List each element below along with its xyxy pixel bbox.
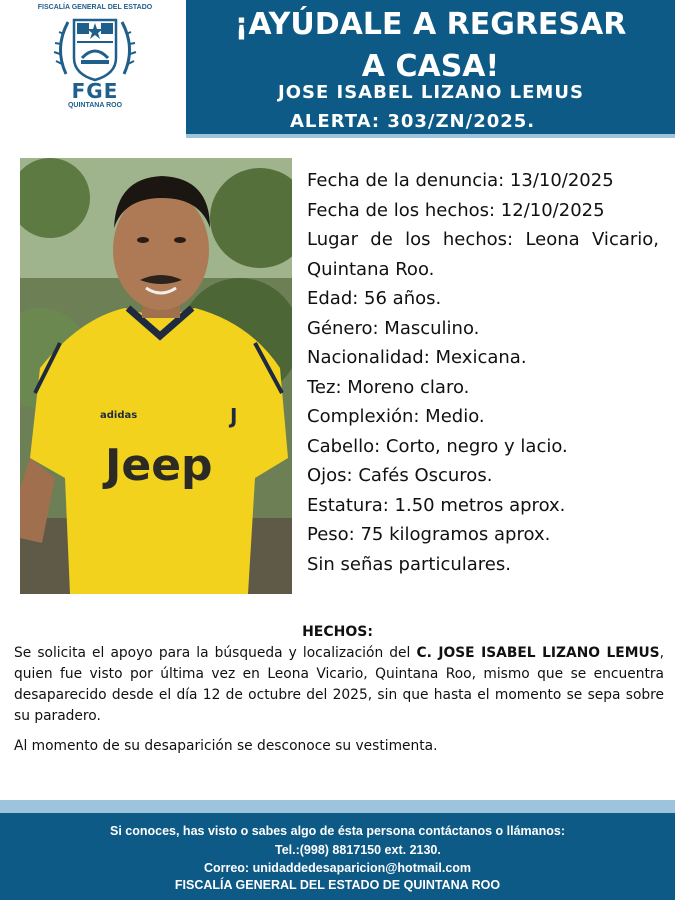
footer-agency: FISCALÍA GENERAL DEL ESTADO DE QUINTANA ROO <box>174 878 501 892</box>
footer-email: Correo: unidaddedesaparicion@hotmail.com <box>203 861 472 875</box>
missing-person-photo <box>20 158 292 594</box>
hechos-title: HECHOS: <box>302 624 373 640</box>
logo-state: QUINTANA ROO <box>67 102 123 109</box>
hechos-text-before: Se solicita el apoyo para la búsqueda y localización del <box>14 645 417 661</box>
detail-weight: Peso: 75 kilogramos aprox. <box>307 524 551 545</box>
headline <box>186 4 675 88</box>
headline-line-2: A CASA! <box>361 49 500 84</box>
shirt-logo-text: Jeep <box>105 440 213 491</box>
detail-complexion-tone: Tez: Moreno claro. <box>307 376 470 398</box>
logo-letters: FGE <box>71 79 119 103</box>
detail-event-date: Fecha de los hechos: 12/10/2025 <box>307 199 605 221</box>
person-name: JOSE ISABEL LIZANO LEMUS <box>278 82 584 103</box>
hechos-paragraph <box>14 643 664 727</box>
detail-gender: Género: Masculino. <box>307 317 480 339</box>
footer-phone: Tel.:(998) 8817150 ext. 2130. <box>275 843 441 857</box>
detail-eyes: Ojos: Cafés Oscuros. <box>307 465 493 486</box>
clothing-note: Al momento de su desaparición se desconoce su vestimenta. <box>14 738 438 754</box>
state-seal-icon <box>52 14 138 82</box>
hechos-text-after: , quien fue visto por última vez en Leona Vicario, Quintana Roo, mismo que se encuentra desaparecido desde el día 12 de octubre del 2025, sin que hasta el momento se sepa sobre su paradero. <box>14 645 664 724</box>
alert-code: ALERTA: 303/ZN/2025. <box>290 111 536 132</box>
detail-hair: Cabello: Corto, negro y lacio. <box>307 435 568 457</box>
header-accent-line <box>186 134 675 138</box>
detail-height: Estatura: 1.50 metros aprox. <box>307 494 566 516</box>
headline-line-1: ¡AYÚDALE A REGRESAR <box>234 7 627 42</box>
detail-build: Complexión: Medio. <box>307 406 485 427</box>
contact-footer <box>0 813 675 900</box>
hechos-person-name: C. JOSE ISABEL LIZANO LEMUS <box>416 645 660 661</box>
detail-marks: Sin señas particulares. <box>307 553 511 575</box>
person-details-list <box>307 166 659 579</box>
detail-age: Edad: 56 años. <box>307 288 442 309</box>
svg-text:adidas: adidas <box>100 410 138 421</box>
svg-text:J: J <box>230 404 238 428</box>
fge-logo <box>20 0 170 140</box>
detail-nationality: Nacionalidad: Mexicana. <box>307 347 527 368</box>
footer-accent-line <box>0 800 675 813</box>
detail-location: Lugar de los hechos: Leona Vicario, Quintana Roo. <box>307 229 659 280</box>
logo-agency-text: FISCALÍA GENERAL DEL ESTADO <box>37 4 153 11</box>
footer-call-to-action: Si conoces, has visto o sabes algo de ésta persona contáctanos o llámanos: <box>109 824 565 838</box>
detail-report-date: Fecha de la denuncia: 13/10/2025 <box>307 170 614 191</box>
